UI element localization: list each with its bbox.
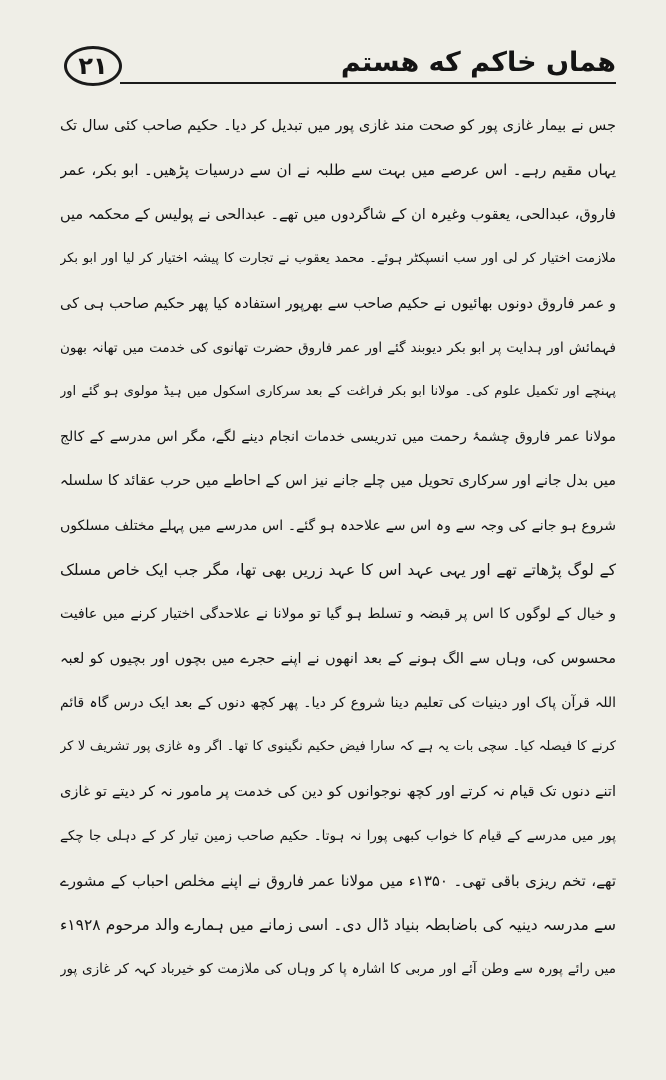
text-line: محسوس کی، وہاں سے الگ ہونے کے بعد انھوں نے اپنے حجرے میں بچوں اور بچیوں کو لعبہ (60, 650, 616, 667)
text-line: میں بدل جانے اور سرکاری تحویل میں چلے جانے نیز اس کے احاطے میں حرب عقائد کا سلسلہ (60, 473, 616, 490)
text-line: یہاں مقیم رہے۔ اس عرصے میں بہت سے طلبہ نے ان سے درسیات پڑھیں۔ ابو بکر، عمر (60, 161, 616, 180)
text-line: کرنے کا فیصلہ کیا۔ سچی بات یہ ہے کہ سارا فیض حکیم نگینوی کا تھا۔ اگر وہ غازی پور تشریف لا کر (60, 739, 616, 755)
text-line: پور میں مدرسے کے قیام کا خواب کبھی پورا نہ ہوتا۔ حکیم صاحب زمین تیار کر کے دہلی جا چکے (60, 828, 616, 845)
running-title: هماں خاکم که هستم (340, 47, 616, 78)
header-rule (120, 82, 616, 84)
text-line: و خیال کے لوگوں کا اس پر قبضہ و تسلط ہو گیا تو مولانا نے علاحدگی اختیار کرنے میں عافیت (60, 606, 616, 623)
text-line: کے لوگ پڑھاتے تھے اور یہی عہد اس کا عہد زریں بھی تھا، مگر جب ایک خاص مسلک (60, 560, 616, 579)
page-header (60, 44, 616, 88)
text-line: سے مدرسہ دینیہ کی باضابطہ بنیاد ڈال دی۔ اسی زمانے میں ہمارے والد مرحوم ۱۹۲۸ء (60, 916, 616, 935)
text-line: فاروق، عبدالحی، یعقوب وغیرہ ان کے شاگردوں میں تھے۔ عبدالحی نے پولیس کے محکمہ میں (60, 206, 616, 223)
text-line: شروع ہو جانے کی وجہ سے وہ اس سے علاحدہ ہو گئے۔ اس مدرسے میں پہلے مختلف مسلکوں (60, 517, 616, 534)
text-line: تھے، تخم ریزی باقی تھی۔ ۱۳۵۰ء میں مولانا عمر فاروق نے اپنے مخلص احباب کے مشورے (60, 871, 616, 890)
text-line: فہمائش اور ہدایت پر ابو بکر دیوبند گئے اور عمر فاروق حضرت تھانوی کی خدمت میں تھانہ بھون (60, 339, 616, 356)
text-line: اتنے دنوں تک قیام نہ کرتے اور کچھ نوجوانوں کو دین کی خدمت پر مامور نہ کر دیتے تو غازی (60, 783, 616, 800)
text-line: اللہ قرآن پاک اور دینیات کی تعلیم دینا شروع کر دیا۔ پھر کچھ دنوں کے بعد ایک درس گاہ قائم (60, 695, 616, 712)
body-text (60, 104, 616, 992)
text-line: و عمر فاروق دونوں بھائیوں نے حکیم صاحب سے بھرپور استفادہ کیا پھر حکیم صاحب ہی کی (60, 295, 616, 312)
text-line: ملازمت اختیار کر لی اور سب انسپکٹر ہوئے۔ محمد یعقوب نے تجارت کا پیشہ اختیار کر لیا اور ابو بکر (60, 251, 616, 267)
page-number: ۲۱ (64, 46, 122, 86)
text-line: میں رائے پورہ سے وطن آئے اور مربی کا اشارہ پا کر وہاں کی ملازمت کو خیرباد کہہ کر غازی پور (60, 961, 616, 978)
text-line: جس نے بیمار غازی پور کو صحت مند غازی پور میں تبدیل کر دیا۔ حکیم صاحب کئی سال تک (60, 118, 616, 134)
text-line: مولانا عمر فاروق چشمۂ رحمت میں تدریسی خدمات انجام دینے لگے، مگر اس مدرسے کے کالج (60, 428, 616, 445)
text-line: پہنچے اور تکمیل علوم کی۔ مولانا ابو بکر فراغت کے بعد سرکاری اسکول میں ہیڈ مولوی ہو گئے اور (60, 384, 616, 400)
